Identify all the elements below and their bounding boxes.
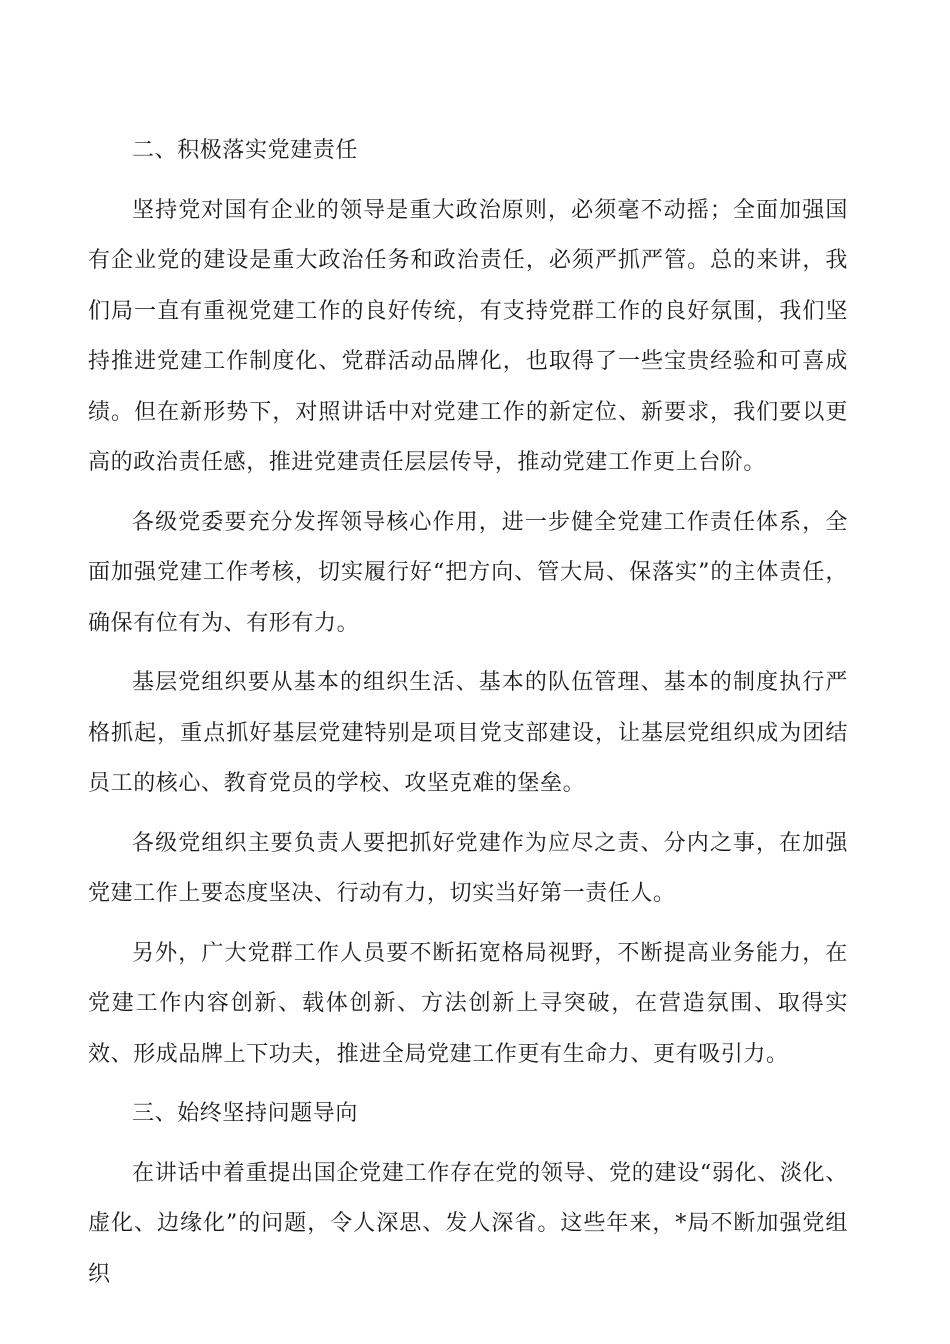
section-heading: 三、始终坚持问题导向	[132, 1101, 359, 1126]
paragraph: 另外，广大党群工作人员要不断拓宽格局视野，不断提高业务能力，在党建工作内容创新、载体创新、方法创新上寻突破，在营造氛围、取得实效、形成品牌上下功夫，推进全局党建工作更有生命力、更有吸引力。	[88, 940, 848, 1067]
paragraph: 各级党委要充分发挥领导核心作用，进一步健全党建工作责任体系，全面加强党建工作考核，切实履行好“把方向、管大局、保落实”的主体责任，确保有位有为、有形有力。	[88, 509, 848, 636]
section-heading: 二、积极落实党建责任	[132, 138, 359, 163]
paragraph: 基层党组织要从基本的组织生活、基本的队伍管理、基本的制度执行严格抓起，重点抓好基层党建特别是项目党支部建设，让基层党组织成为团结员工的核心、教育党员的学校、攻坚克难的堡垒。	[88, 670, 848, 796]
document-body	[88, 126, 848, 1309]
paragraph: 各级党组织主要负责人要把抓好党建作为应尽之责、分内之事，在加强党建工作上要态度坚决、行动有力，切实当好第一责任人。	[88, 830, 848, 906]
paragraph: 坚持党对国有企业的领导是重大政治原则，必须毫不动摇；全面加强国有企业党的建设是重大政治任务和政治责任，必须严抓严管。总的来讲，我们局一直有重视党建工作的良好传统，有支持党群工作的良好氛围，我们坚持推进党建工作制度化、党群活动品牌化，也取得了一些宝贵经验和可喜成绩。但在新形势下，对照讲话中对党建工作的新定位、新要求，我们要以更高的政治责任感，推进党建责任层层传导，推动党建工作更上台阶。	[88, 197, 848, 475]
paragraph: 在讲话中着重提出国企党建工作存在党的领导、党的建设“弱化、淡化、虚化、边缘化”的问题，令人深思、发人深省。这些年来，*局不断加强党组织	[88, 1160, 848, 1287]
